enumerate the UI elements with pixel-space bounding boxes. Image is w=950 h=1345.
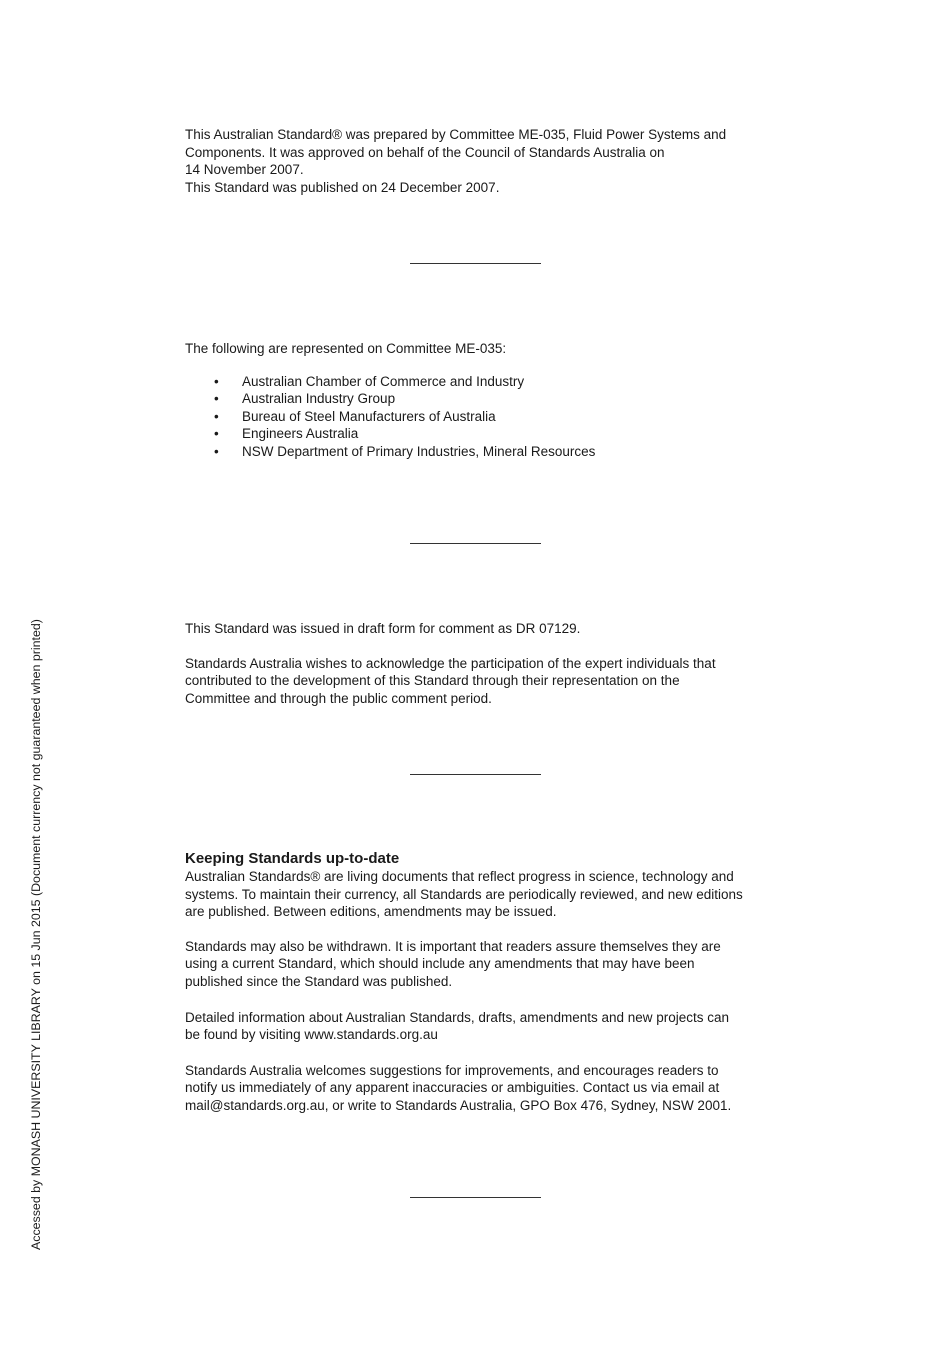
paragraph-line: are published. Between editions, amendments may be issued.: [185, 904, 557, 920]
living-documents-paragraph: [185, 868, 785, 921]
member-name: Bureau of Steel Manufacturers of Australia: [242, 408, 496, 424]
approval-section: [185, 126, 785, 196]
bullet-icon: •: [214, 443, 219, 459]
paragraph-line: Standards may also be withdrawn. It is important that readers assure themselves they are: [185, 938, 721, 954]
website-paragraph: [185, 1009, 785, 1044]
paragraph-line: Standards Australia welcomes suggestions for improvements, and encourages readers to: [185, 1062, 719, 1078]
uptodate-section: [185, 849, 785, 1115]
list-item: [185, 408, 785, 426]
committee-intro: The following are represented on Committee ME-035:: [185, 341, 507, 356]
member-name: Australian Industry Group: [242, 391, 396, 407]
section-divider: [410, 774, 541, 775]
member-name: Australian Chamber of Commerce and Industry: [242, 373, 525, 389]
list-item: [185, 425, 785, 443]
committee-section: [185, 340, 785, 461]
section-divider: [410, 1197, 541, 1198]
acknowledgement-line: Standards Australia wishes to acknowledge the participation of the expert individuals that: [185, 655, 716, 671]
bullet-icon: •: [214, 426, 219, 442]
withdrawn-paragraph: [185, 938, 785, 991]
section-divider: [410, 543, 541, 544]
acknowledgement-paragraph: [185, 655, 785, 708]
access-watermark: Accessed by MONASH UNIVERSITY LIBRARY on 15 Jun 2015 (Document currency not guaranteed when printed): [29, 619, 43, 1250]
paragraph-line: notify us immediately of any apparent inaccuracies or ambiguities. Contact us via email at: [185, 1080, 720, 1096]
member-name: Engineers Australia: [242, 426, 359, 442]
bullet-icon: •: [214, 391, 219, 407]
paragraph-line: be found by visiting www.standards.org.au: [185, 1027, 438, 1043]
paragraph-line: using a current Standard, which should include any amendments that may have been: [185, 956, 695, 972]
acknowledgement-line: Committee and through the public comment period.: [185, 690, 492, 706]
acknowledgement-line: contributed to the development of this Standard through their representation on the: [185, 673, 680, 689]
paragraph-line: mail@standards.org.au, or write to Standards Australia, GPO Box 476, Sydney, NSW 2001.: [185, 1097, 732, 1113]
bullet-icon: •: [214, 408, 219, 424]
paragraph-line: systems. To maintain their currency, all Standards are periodically reviewed, and new editions: [185, 886, 743, 902]
list-item: [185, 390, 785, 408]
approval-line: 14 November 2007.: [185, 162, 304, 178]
bullet-icon: •: [214, 373, 219, 389]
paragraph-line: Detailed information about Australian Standards, drafts, amendments and new projects can: [185, 1009, 730, 1025]
list-item: [185, 443, 785, 461]
published-line: This Standard was published on 24 December 2007.: [185, 179, 500, 195]
draft-section: [185, 620, 785, 707]
committee-member-list: [185, 373, 785, 461]
approval-paragraph: [185, 126, 785, 196]
draft-statement: This Standard was issued in draft form for comment as DR 07129.: [185, 621, 581, 636]
list-item: [185, 373, 785, 391]
paragraph-line: published since the Standard was published.: [185, 973, 453, 989]
approval-line: This Australian Standard® was prepared by Committee ME-035, Fluid Power Systems and: [185, 127, 727, 142]
paragraph-line: Australian Standards® are living documents that reflect progress in science, technology and: [185, 869, 734, 884]
member-name: NSW Department of Primary Industries, Mineral Resources: [242, 443, 596, 459]
suggestions-paragraph: [185, 1062, 785, 1115]
approval-line: Components. It was approved on behalf of the Council of Standards Australia on: [185, 144, 665, 160]
section-divider: [410, 263, 541, 264]
section-heading: Keeping Standards up-to-date: [185, 850, 400, 867]
